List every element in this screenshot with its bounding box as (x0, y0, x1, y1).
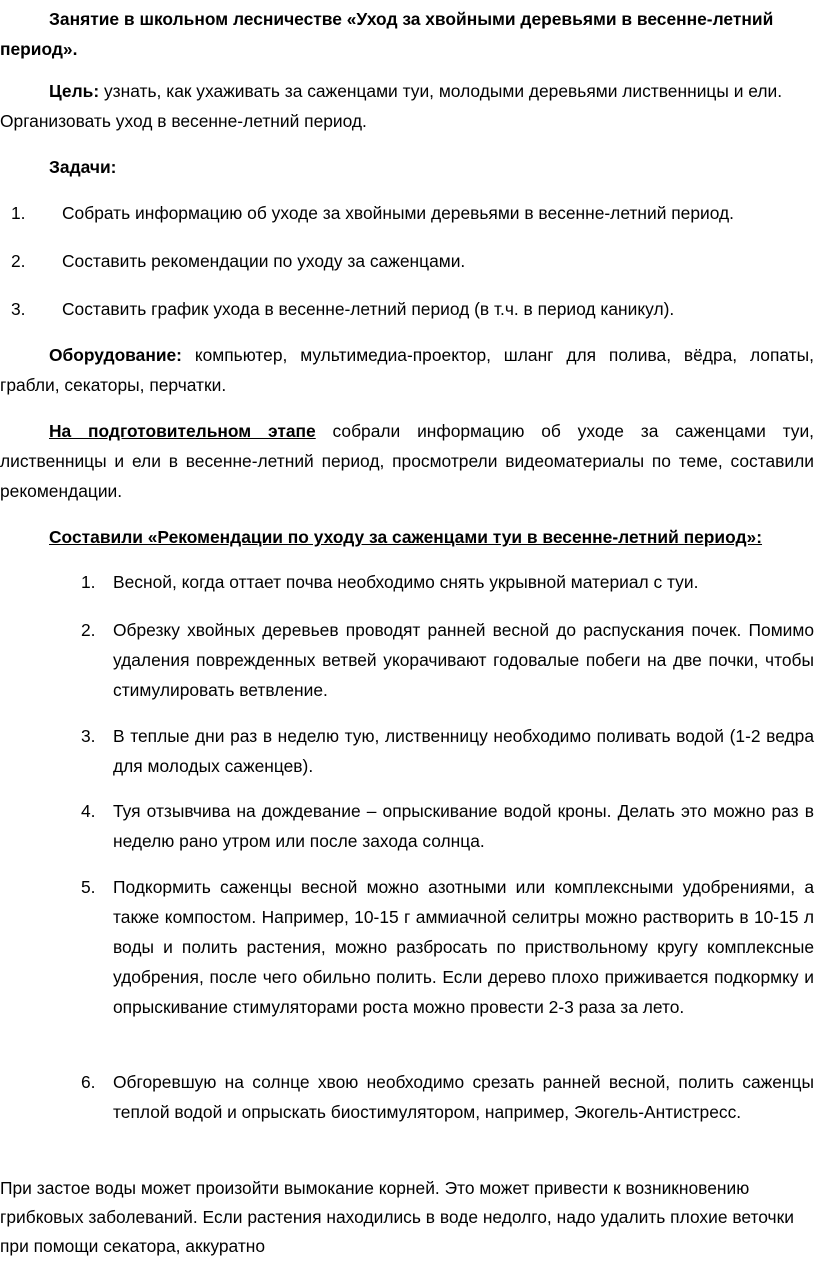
list-item-text: Обрезку хвойных деревьев проводят ранней весной до распускания почек. Помимо удаления поврежденных ветвей укорачивают годовалые побеги на две почки, чтобы стимулировать ветвление. (113, 620, 814, 700)
tasks-label: Задачи: (49, 157, 117, 177)
list-item-number: 2. (81, 620, 96, 640)
closing-paragraph: При застое воды может произойти вымокание корней. Это может привести к возникновению грибковых заболеваний. Если растения находились в воде недолго, надо удалить плохие веточки при помощи секатора, аккуратно (0, 1178, 794, 1256)
prep-paragraph (0, 416, 814, 506)
equipment-label: Оборудование: (49, 345, 182, 365)
list-item-text: Подкормить саженцы весной можно азотными или комплексными удобрениями, а также компостом. Например, 10-15 г аммиачной селитры можно растворить в 10-15 л воды и полить растения, можно разбросать по приствольному кругу комплексные удобрения, после чего обильно полить. Если дерево плохо приживается подкормку и опрыскивание стимуляторами роста можно провести 2-3 раза за лето. (113, 877, 814, 1017)
recommendations-heading: Составили «Рекомендации по уходу за саженцами туи в весенне-летний период»: (49, 527, 763, 547)
equipment-text: компьютер, мультимедиа-проектор, шланг для полива, вёдра, лопаты, грабли, секаторы, перчатки. (0, 345, 814, 395)
list-item-text: Составить график ухода в весенне-летний период (в т.ч. в период каникул). (62, 299, 675, 319)
equipment-paragraph (0, 340, 814, 400)
list-item-number: 1. (81, 572, 96, 592)
list-item-number: 2. (11, 251, 26, 271)
list-item-text: Собрать информацию об уходе за хвойными деревьями в весенне-летний период. (62, 203, 734, 223)
document-title: Занятие в школьном лесничестве «Уход за хвойными деревьями в весенне-летний период». (0, 9, 774, 59)
list-item-number: 1. (11, 203, 26, 223)
list-item-number: 3. (81, 726, 96, 746)
goal-text: узнать, как ухаживать за саженцами туи, молодыми деревьями лиственницы и ели. Организовать уход в весенне-летний период. (0, 81, 783, 131)
list-item-number: 3. (11, 299, 26, 319)
list-item-text: В теплые дни раз в неделю тую, лиственницу необходимо поливать водой (1-2 ведра для молодых саженцев). (113, 726, 814, 776)
goal-label: Цель: (49, 81, 100, 101)
list-item-text: Весной, когда оттает почва необходимо снять укрывной материал с туи. (113, 572, 699, 592)
list-item-text: Туя отзывчива на дождевание – опрыскивание водой кроны. Делать это можно раз в неделю рано утром или после захода солнца. (113, 801, 814, 851)
list-item-number: 6. (81, 1072, 96, 1092)
goal-paragraph (0, 76, 814, 136)
list-item-text: Составить рекомендации по уходу за саженцами. (62, 251, 466, 271)
list-item-text: Обгоревшую на солнце хвою необходимо срезать ранней весной, полить саженцы теплой водой и опрыскать биостимулятором, например, Экогель-Антистресс. (113, 1072, 814, 1122)
list-item-number: 5. (81, 877, 96, 897)
list-item-number: 4. (81, 801, 96, 821)
prep-text: собрали информацию об уходе за саженцами туи, лиственницы и ели в весенне-летний период, просмотрели видеоматериалы по теме, составили рекомендации. (0, 421, 814, 501)
prep-label: На подготовительном этапе (49, 421, 316, 441)
